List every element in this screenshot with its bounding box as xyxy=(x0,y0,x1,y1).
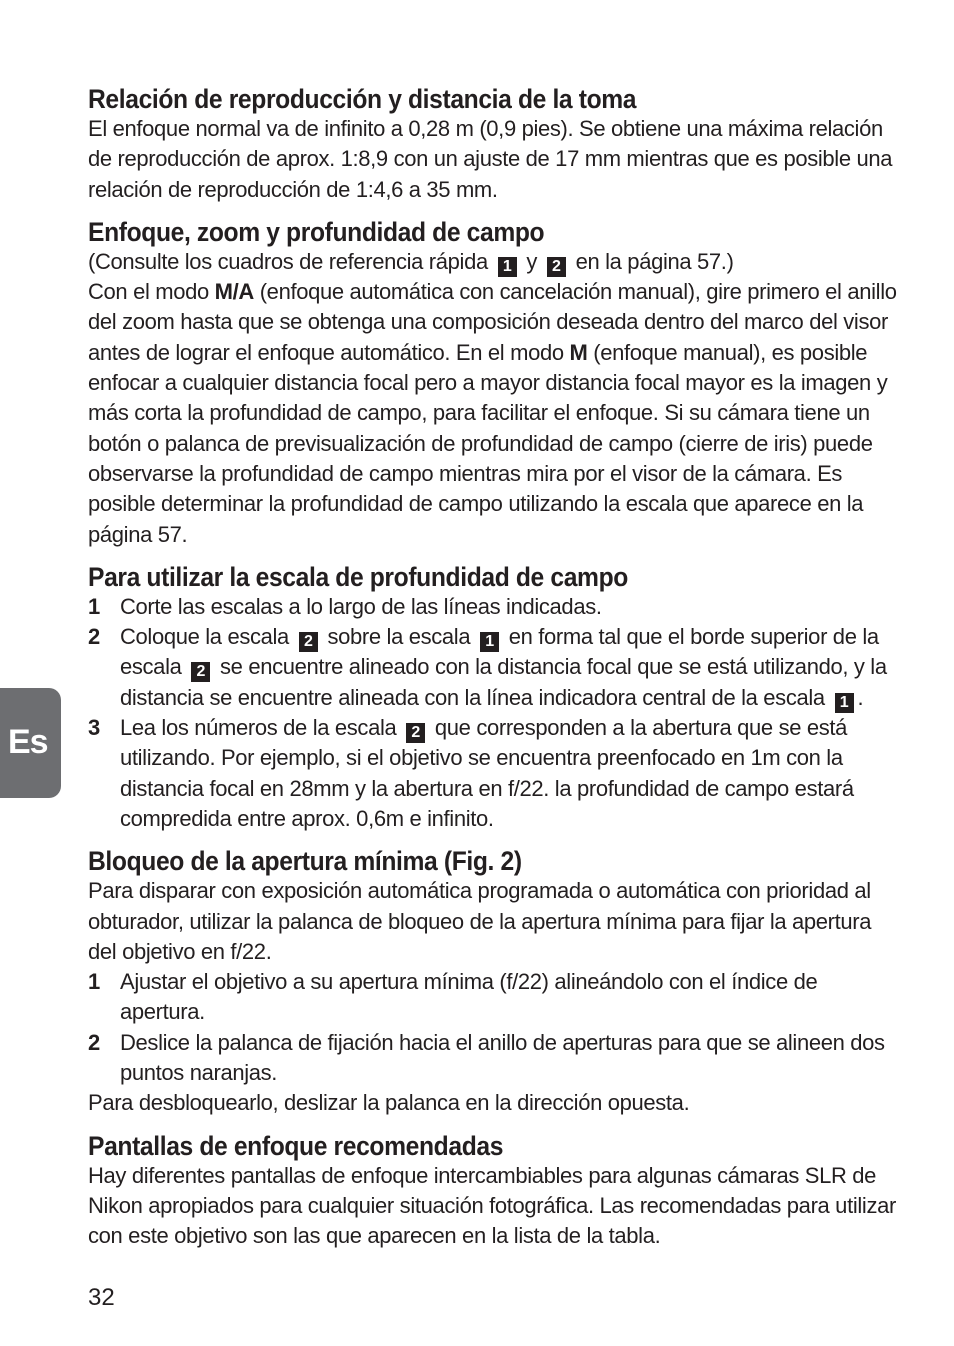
step-item xyxy=(88,592,903,622)
step-number: 2 xyxy=(88,1029,100,1055)
step-item xyxy=(88,967,903,1028)
section-body: Hay diferentes pantallas de enfoque intercambiables para algunas cámaras SLR de Nikon apropiados para cualquier situación fotográfica. Las recomendadas para utilizar con este objetivo son las que aparecen en la lista de la tabla. xyxy=(88,1162,896,1249)
section-depth-scale xyxy=(88,562,903,834)
body-text: (enfoque automática con cancelación manual), gire primero el anillo del zoom hasta que se obtenga una composición deseada dentro del marco del visor antes de lograr el enfoque automático. En el modo xyxy=(88,279,897,365)
step-text: Ajustar el objetivo a su apertura mínima (f/22) alineándolo con el índice de apertura. xyxy=(120,969,818,1025)
body-text: (enfoque manual), es posible enfocar a cualquier distancia focal pero a mayor distancia focal mayor es la imagen y más corta la profundidad de campo, para facilitar el enfoque. Si su cámara tiene un botón o palanca de previsualización de profundidad de campo (cierre de iris) puede observarse la profundidad de campo mientras mira por el visor de la cámara. Es posible determinar la profundidad de campo utilizando la escala que aparece en la página 57. xyxy=(88,339,888,547)
mode-ma-label: M/A xyxy=(214,279,254,305)
step-text: Deslice la palanca de fijación hacia el anillo de aperturas para que se alineen dos puntos naranjas. xyxy=(120,1029,885,1086)
step-number: 3 xyxy=(88,715,100,741)
quick-reference-key-2: 2 xyxy=(547,257,566,277)
reference-text: (Consulte los cuadros de referencia rápida xyxy=(88,248,488,274)
step-item xyxy=(88,713,903,834)
section-heading: Enfoque, zoom y profundidad de campo xyxy=(88,216,545,247)
step-text: se encuentre alineado con la distancia focal que se está utilizando, y la distancia se encuentre alineada con la línea indicadora central de la escala xyxy=(120,654,887,710)
body-text: Con el modo xyxy=(88,279,209,305)
scale-key-1: 1 xyxy=(480,632,499,652)
step-text: . xyxy=(857,684,864,710)
section-heading: Relación de reproducción y distancia de la toma xyxy=(88,84,637,114)
section-heading: Bloqueo de la apertura mínima (Fig. 2) xyxy=(88,846,522,877)
step-item xyxy=(88,1028,903,1089)
quick-reference-key-1: 1 xyxy=(498,257,517,277)
step-text: Coloque la escala xyxy=(120,624,289,650)
step-text: en forma tal que el borde superior de la escala xyxy=(120,624,879,680)
step-text: que corresponden a la abertura que se está utilizando. Por ejemplo, si el objetivo se encuentra preenfocado en 1m con la distancia focal en 28mm y la abertura en f/22. la profundidad de campo estará compredida entre aprox. 0,6m e infinito. xyxy=(120,715,854,831)
section-body xyxy=(88,277,903,550)
step-number: 1 xyxy=(88,593,100,619)
scale-key-2: 2 xyxy=(191,662,210,682)
step-list xyxy=(88,592,903,834)
step-text: sobre la escala xyxy=(327,624,471,650)
mode-m-label: M xyxy=(569,339,588,365)
scale-key-2: 2 xyxy=(406,723,425,743)
step-number: 1 xyxy=(88,969,100,995)
section-footnote: Para desbloquearlo, deslizar la palanca en la dirección opuesta. xyxy=(88,1090,690,1116)
step-number: 2 xyxy=(88,624,100,650)
section-heading: Pantallas de enfoque recomendadas xyxy=(88,1130,504,1161)
section-body: El enfoque normal va de infinito a 0,28 m (0,9 pies). Se obtiene una máxima relación de reproducción de aprox. 1:8,9 con un ajuste de 17 mm mientras que es posible una relación de reproducción de 1:4,6 a 35 mm. xyxy=(88,116,893,202)
page-content xyxy=(88,84,903,1264)
section-focusing-screens xyxy=(88,1131,903,1252)
page-number: 32 xyxy=(88,1284,115,1311)
step-item xyxy=(88,622,903,713)
section-body: Para disparar con exposición automática programada o automática con prioridad al obturador, utilizar la palanca de bloqueo de la apertura mínima para fijar la apertura del objetivo en f/22. xyxy=(88,878,872,964)
reference-text: y xyxy=(526,248,538,274)
section-focus-zoom-depth xyxy=(88,217,903,550)
scale-key-2: 2 xyxy=(299,632,318,652)
reference-text: en la página 57.) xyxy=(575,248,734,274)
reference-note xyxy=(88,247,903,277)
step-list xyxy=(88,967,903,1088)
section-min-aperture-lock xyxy=(88,846,903,1118)
section-reproduction-ratio xyxy=(88,84,903,205)
step-text: Corte las escalas a lo largo de las líneas indicadas. xyxy=(120,593,602,619)
scale-key-1: 1 xyxy=(835,693,854,713)
language-tab xyxy=(0,688,61,798)
step-text: Lea los números de la escala xyxy=(120,715,397,741)
section-heading: Para utilizar la escala de profundidad de campo xyxy=(88,561,628,592)
language-tab-label: Es xyxy=(8,723,48,761)
